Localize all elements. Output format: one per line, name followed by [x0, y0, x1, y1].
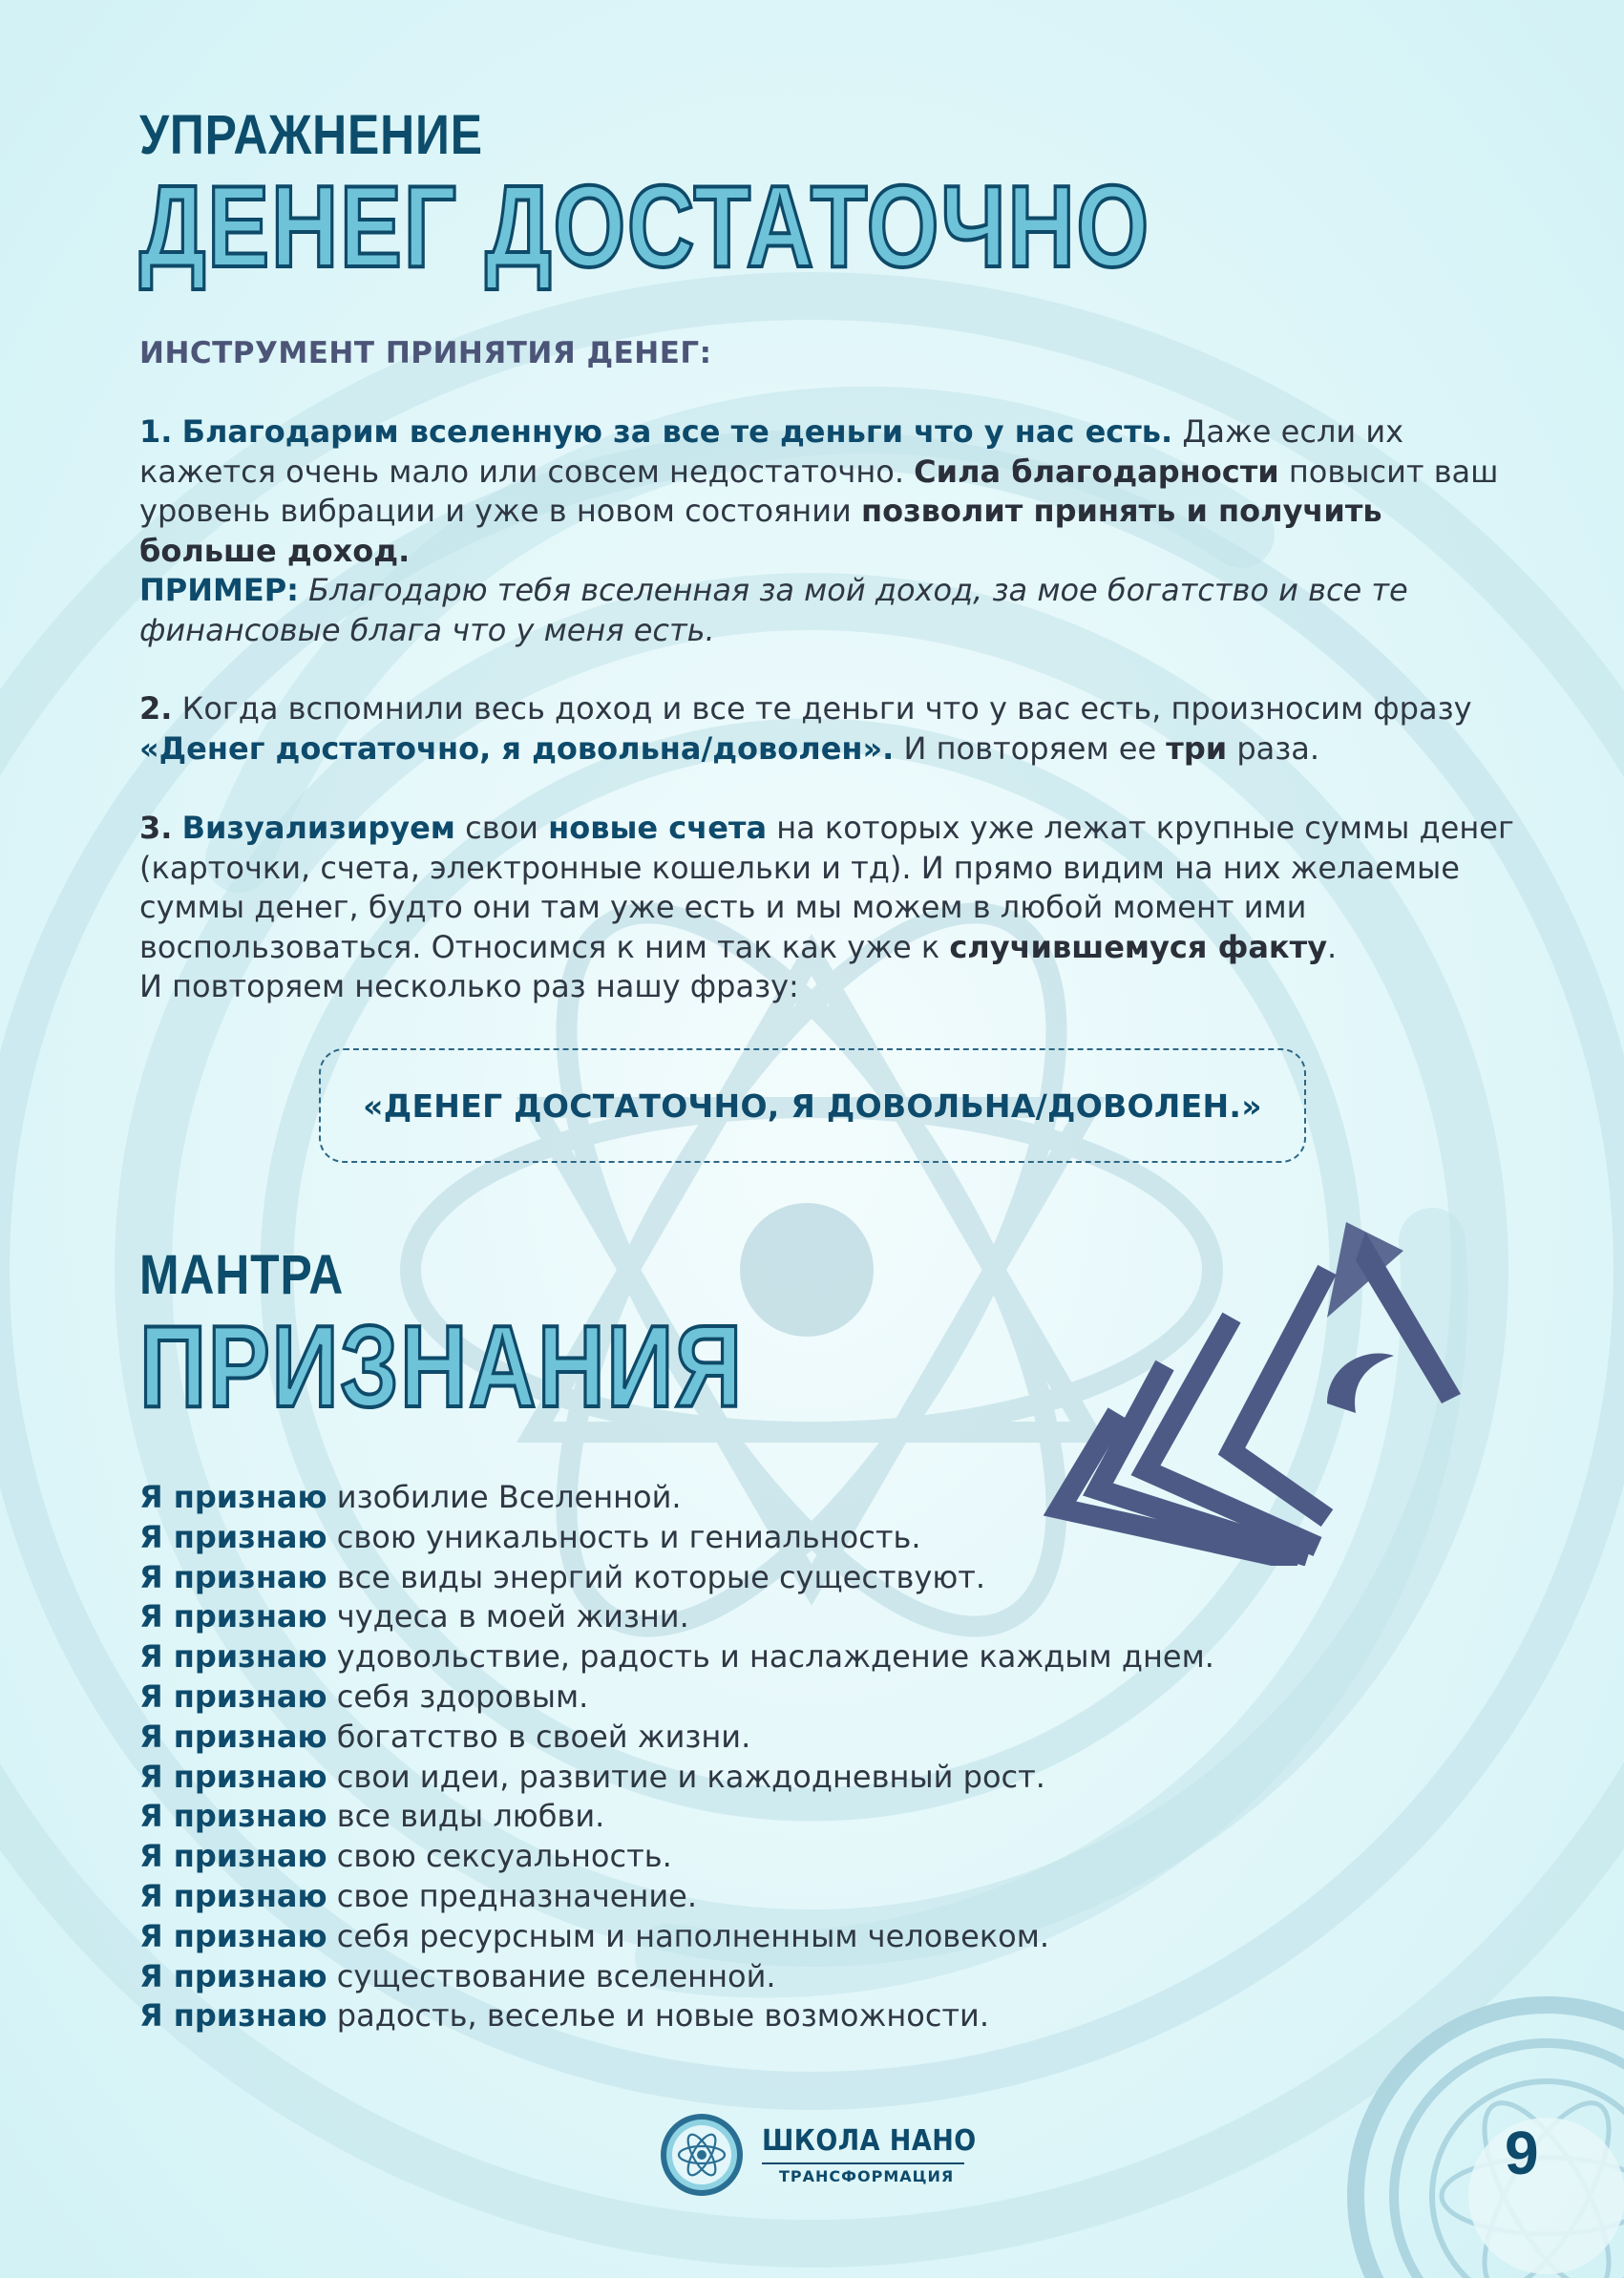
step-3-text-4: И повторяем несколько раз нашу фразу:	[139, 968, 799, 1004]
example-text: Благодарю тебя вселенная за мой доход, за мое богатство и все те финансовые блага что у меня есть.	[139, 572, 1408, 648]
step-3-text-2: на которых уже лежат крупные суммы денег (карточки, счета, электронные кошельки и тд). И прямо видим на них желаемые суммы денег, будто они там уже есть и мы можем в любой момент ими воспользоваться. Относимся к ним так как уже к	[139, 810, 1514, 965]
list-item: Я признаю свое предназначение.	[139, 1877, 697, 1914]
step-1-text-2: повысит ваш уровень вибрации и уже в новом состоянии	[139, 453, 1499, 529]
step-3-text-1: свои	[454, 810, 549, 846]
step-3-text-3: .	[1327, 928, 1338, 965]
step-2-text-3: раза.	[1227, 729, 1320, 767]
step-3-paragraph	[139, 809, 1514, 1007]
step-1-paragraph	[139, 412, 1514, 571]
list-item: Я признаю свою уникальность и гениальность.	[139, 1518, 921, 1555]
step-1-text-1: Даже если их кажется очень мало или совсем недостаточно.	[139, 413, 1404, 490]
list-item: Я признаю все виды любви.	[139, 1798, 605, 1835]
footer-divider	[762, 2162, 964, 2164]
exercise-title: ДЕНЕГ ДОСТАТОЧНО	[139, 161, 1150, 291]
step-2-number: 2.	[139, 690, 173, 727]
mantra-kicker: МАНТРА	[139, 1244, 345, 1306]
list-item: Я признаю удовольствие, радость и наслаждение каждым днем.	[139, 1638, 1214, 1676]
example-label: ПРИМЕР:	[139, 572, 299, 608]
tool-subheading: ИНСТРУМЕНТ ПРИНЯТИЯ ДЕНЕГ:	[139, 336, 712, 370]
step-2-bold: три	[1166, 729, 1228, 767]
step-2-phrase: «Денег достаточно, я довольна/доволен».	[139, 729, 895, 767]
list-item: Я признаю свою сексуальность.	[139, 1838, 672, 1875]
atom-logo-icon	[659, 2112, 745, 2198]
example-paragraph	[139, 571, 1514, 650]
step-1-bold-1: Сила благодарности	[914, 453, 1279, 490]
step-3-bold-1: Визуализируем	[181, 810, 455, 846]
mantra-list	[139, 1478, 1214, 2036]
mantra-title: ПРИЗНАНИЯ	[139, 1301, 744, 1431]
exercise-kicker: УПРАЖНЕНИЕ	[139, 104, 483, 166]
step-3-bold-2: новые счета	[548, 810, 768, 846]
list-item: Я признаю себя здоровым.	[139, 1677, 589, 1715]
step-3-bold-3: случившемуся факту	[949, 928, 1328, 965]
list-item: Я признаю радость, веселье и новые возможности.	[139, 1997, 990, 2035]
step-2-text-1: Когда вспомнили весь доход и все те деньги что у вас есть, произносим фразу	[172, 690, 1472, 727]
list-item: Я признаю все виды энергий которые существуют.	[139, 1558, 986, 1595]
affirmation-text: «ДЕНЕГ ДОСТАТОЧНО, Я ДОВОЛЬНА/ДОВОЛЕН.»	[363, 1086, 1262, 1125]
list-item: Я признаю себя ресурсным и наполненным человеком.	[139, 1917, 1050, 1954]
footer-brand: ШКОЛА НАНО	[762, 2124, 977, 2158]
step-2-text-2: И повторяем ее	[894, 729, 1167, 767]
step-3-number: 3.	[139, 810, 173, 846]
step-1-bold-2: позволит принять и получить больше доход.	[139, 493, 1382, 569]
list-item: Я признаю изобилие Вселенной.	[139, 1479, 682, 1515]
list-item: Я признаю чудеса в моей жизни.	[139, 1598, 689, 1635]
list-item: Я признаю богатство в своей жизни.	[139, 1718, 751, 1755]
footer-subtitle: ТРАНСФОРМАЦИЯ	[779, 2167, 955, 2185]
step-1-lead: Благодарим вселенную за все те деньги что у нас есть.	[181, 413, 1173, 450]
list-item: Я признаю существование вселенной.	[139, 1957, 776, 1994]
list-item: Я признаю свои идеи, развитие и каждодневный рост.	[139, 1758, 1045, 1795]
step-2-paragraph	[139, 689, 1514, 769]
page-number: 9	[1505, 2119, 1539, 2187]
step-1-number: 1.	[139, 413, 173, 450]
affirmation-box	[319, 1048, 1306, 1163]
